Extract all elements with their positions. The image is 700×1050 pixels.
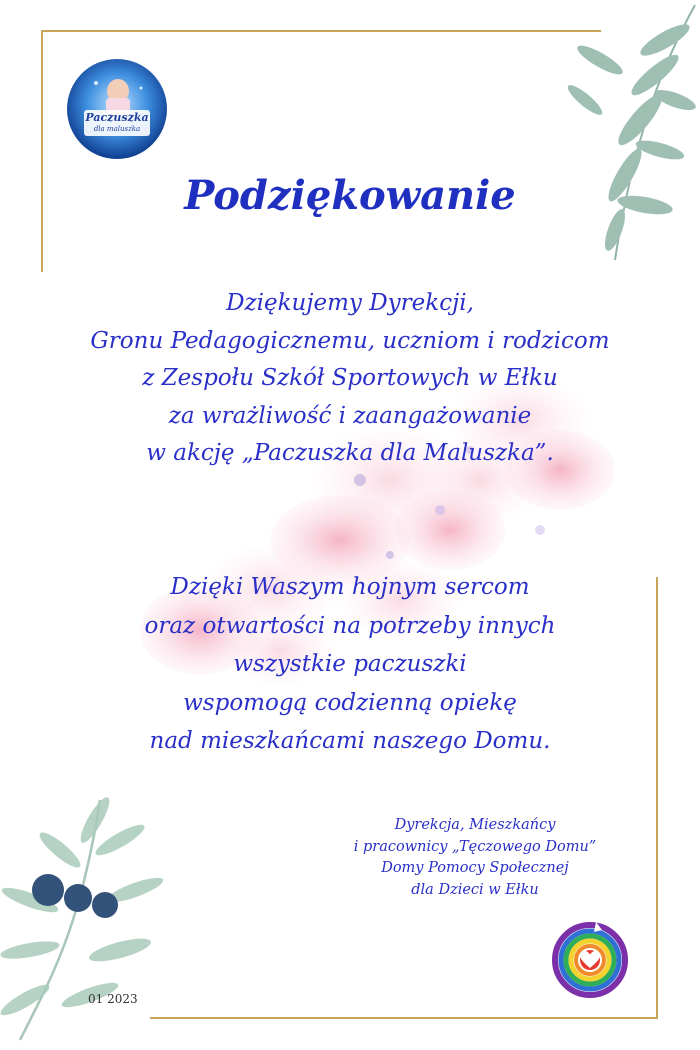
gratitude-line: wspomogą codzienną opiekę (183, 689, 517, 716)
gratitude-paragraph (0, 568, 700, 761)
frame-left-vertical (41, 30, 43, 272)
thanks-line: w akcję „Paczuszka dla Maluszka”. (146, 440, 554, 466)
leaf-branch-top-right (555, 0, 700, 270)
paczuszka-logo (66, 58, 168, 160)
signature-line: dla Dzieci w Ełku (411, 881, 539, 898)
signature-line: Dyrekcja, Mieszkańcy (394, 817, 556, 833)
gratitude-line: Dzięki Waszym hojnym sercom (170, 574, 530, 600)
signature-line: Domy Pomocy Społecznej (381, 860, 569, 876)
frame-bottom-horizontal (150, 1017, 658, 1019)
thanks-line: z Zespołu Szkół Sportowych w Ełku (142, 365, 558, 391)
berry-branch-bottom-left (0, 780, 180, 1050)
rainbow-heart-logo (550, 918, 630, 998)
signature-block (330, 815, 620, 901)
frame-top-horizontal (41, 30, 601, 32)
gratitude-line: oraz otwartości na potrzeby innych (144, 612, 556, 639)
gratitude-line: wszystkie paczuszki (233, 651, 467, 677)
date-label: 01 2023 (88, 992, 138, 1006)
gratitude-line: nad mieszkańcami naszego Domu. (149, 728, 551, 754)
thanks-line: za wrażliwość i zaangażowanie (168, 402, 532, 429)
thanks-line: Dziękujemy Dyrekcji, (226, 290, 474, 316)
thanks-line: Gronu Pedagogicznemu, uczniom i rodzicom (90, 327, 610, 354)
logo-text-line2: dla maluszka (93, 125, 141, 133)
thanks-paragraph (0, 285, 700, 473)
signature-line: i pracownicy „Tęczowego Domu” (353, 838, 597, 855)
page-title: Podziękowanie (184, 172, 516, 219)
logo-text-line1: Paczuszka (85, 111, 149, 124)
